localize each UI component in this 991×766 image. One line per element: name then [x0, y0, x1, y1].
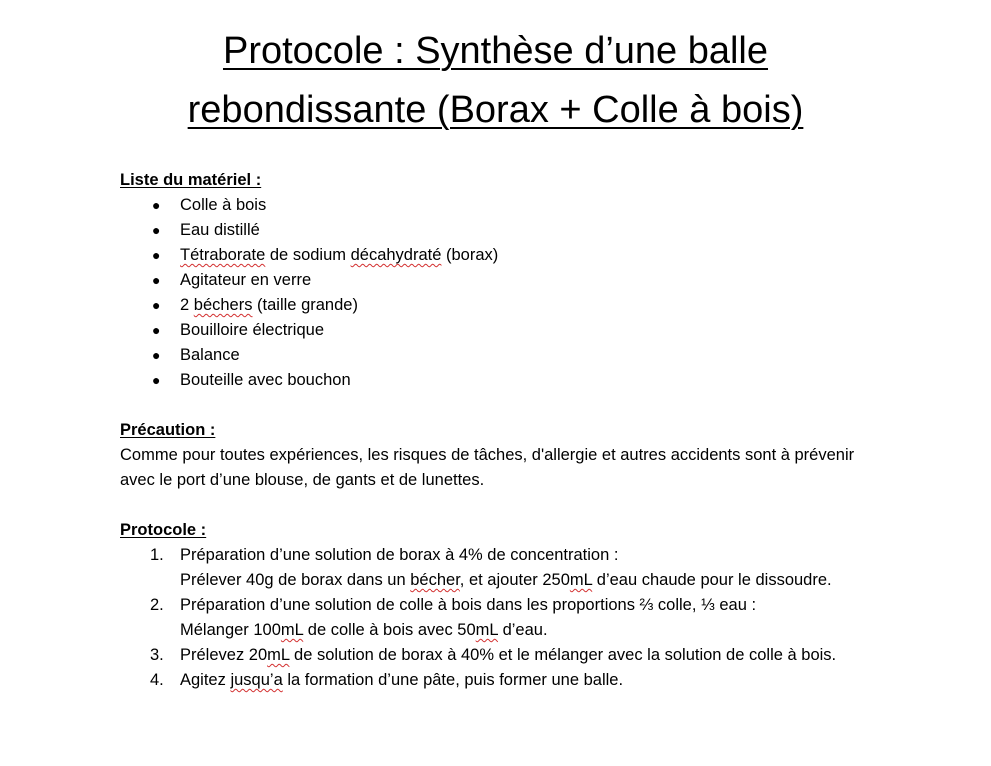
- materials-list-item: [120, 368, 880, 393]
- step-line: [180, 668, 880, 693]
- text-run: 2: [180, 296, 194, 314]
- text-run: Bouilloire électrique: [180, 321, 324, 339]
- spellcheck-flagged-word: Tétraborate: [180, 246, 266, 264]
- document-title: [0, 22, 991, 140]
- text-run: d’eau chaude pour le dissoudre.: [592, 571, 832, 589]
- spellcheck-flagged-word: jusqu’a: [230, 671, 283, 689]
- materials-list-item: [120, 218, 880, 243]
- materials-list-item: [120, 193, 880, 218]
- step-number: 2.: [150, 596, 164, 614]
- text-run: , et ajouter 250: [459, 571, 570, 589]
- spellcheck-flagged-word: mL: [475, 621, 498, 639]
- materials-heading: Liste du matériel :: [120, 171, 262, 189]
- materials-list-item: [120, 293, 880, 318]
- materials-list-item: [120, 243, 880, 268]
- text-run: Eau distillé: [180, 221, 260, 239]
- spellcheck-flagged-word: décahydraté: [350, 246, 442, 264]
- protocol-step: [120, 643, 880, 668]
- text-run: Balance: [180, 346, 240, 364]
- text-run: (borax): [441, 246, 499, 264]
- text-run: Agitez: [180, 671, 231, 689]
- step-line: [180, 618, 880, 643]
- bullet-icon: ●: [152, 247, 161, 263]
- spacer: [120, 393, 880, 418]
- step-line: [180, 543, 880, 568]
- spacer: [120, 493, 880, 518]
- text-run: Préparation d’une solution de colle à bois dans les proportions ⅔ colle, ⅓ eau :: [180, 596, 757, 614]
- materials-list: [120, 193, 880, 393]
- text-run: de sodium: [265, 246, 351, 264]
- spellcheck-flagged-word: mL: [267, 646, 290, 664]
- bullet-icon: ●: [152, 272, 161, 288]
- protocol-step: [120, 668, 880, 693]
- step-number: 1.: [150, 546, 164, 564]
- bullet-icon: ●: [152, 197, 161, 213]
- step-line: [180, 568, 880, 593]
- bullet-icon: ●: [152, 372, 161, 388]
- protocol-step: [120, 543, 880, 593]
- text-run: Prélevez 20: [180, 646, 268, 664]
- materials-list-item: [120, 343, 880, 368]
- text-run: Colle à bois: [180, 196, 267, 214]
- protocol-step: [120, 593, 880, 643]
- bullet-icon: ●: [152, 322, 161, 338]
- step-number: 3.: [150, 646, 164, 664]
- protocol-steps-list: [120, 543, 880, 693]
- text-run: (taille grande): [252, 296, 358, 314]
- bullet-icon: ●: [152, 222, 161, 238]
- spellcheck-flagged-word: béchers: [193, 296, 253, 314]
- text-run: Bouteille avec bouchon: [180, 371, 351, 389]
- precaution-text: Comme pour toutes expériences, les risques de tâches, d'allergie et autres accidents sont à prévenir avec le port d’une blouse, de gants et de lunettes.: [120, 446, 855, 489]
- bullet-icon: ●: [152, 297, 161, 313]
- step-number: 4.: [150, 671, 164, 689]
- bullet-icon: ●: [152, 347, 161, 363]
- precaution-heading: Précaution :: [120, 421, 216, 439]
- protocol-heading: Protocole :: [120, 521, 207, 539]
- materials-list-item: [120, 268, 880, 293]
- spellcheck-flagged-word: mL: [280, 621, 304, 639]
- text-run: Mélanger 100: [180, 621, 281, 639]
- document-body: [120, 168, 880, 693]
- text-run: de solution de borax à 40% et le mélanger avec la solution de colle à bois.: [289, 646, 837, 664]
- text-run: de colle à bois avec 50: [303, 621, 476, 639]
- spellcheck-flagged-word: bécher: [410, 571, 460, 589]
- text-run: Préparation d’une solution de borax à 4% de concentration :: [180, 546, 619, 564]
- spellcheck-flagged-word: mL: [569, 571, 593, 589]
- text-run: Prélever 40g de borax dans un: [180, 571, 411, 589]
- step-line: [180, 593, 880, 618]
- title-line-2: rebondissante (Borax + Colle à bois): [187, 89, 804, 131]
- text-run: Agitateur en verre: [180, 271, 312, 289]
- step-line: [180, 643, 880, 668]
- text-run: d’eau.: [497, 621, 548, 639]
- title-line-1: Protocole : Synthèse d’une balle: [222, 30, 769, 72]
- text-run: la formation d’une pâte, puis former une balle.: [282, 671, 624, 689]
- materials-list-item: [120, 318, 880, 343]
